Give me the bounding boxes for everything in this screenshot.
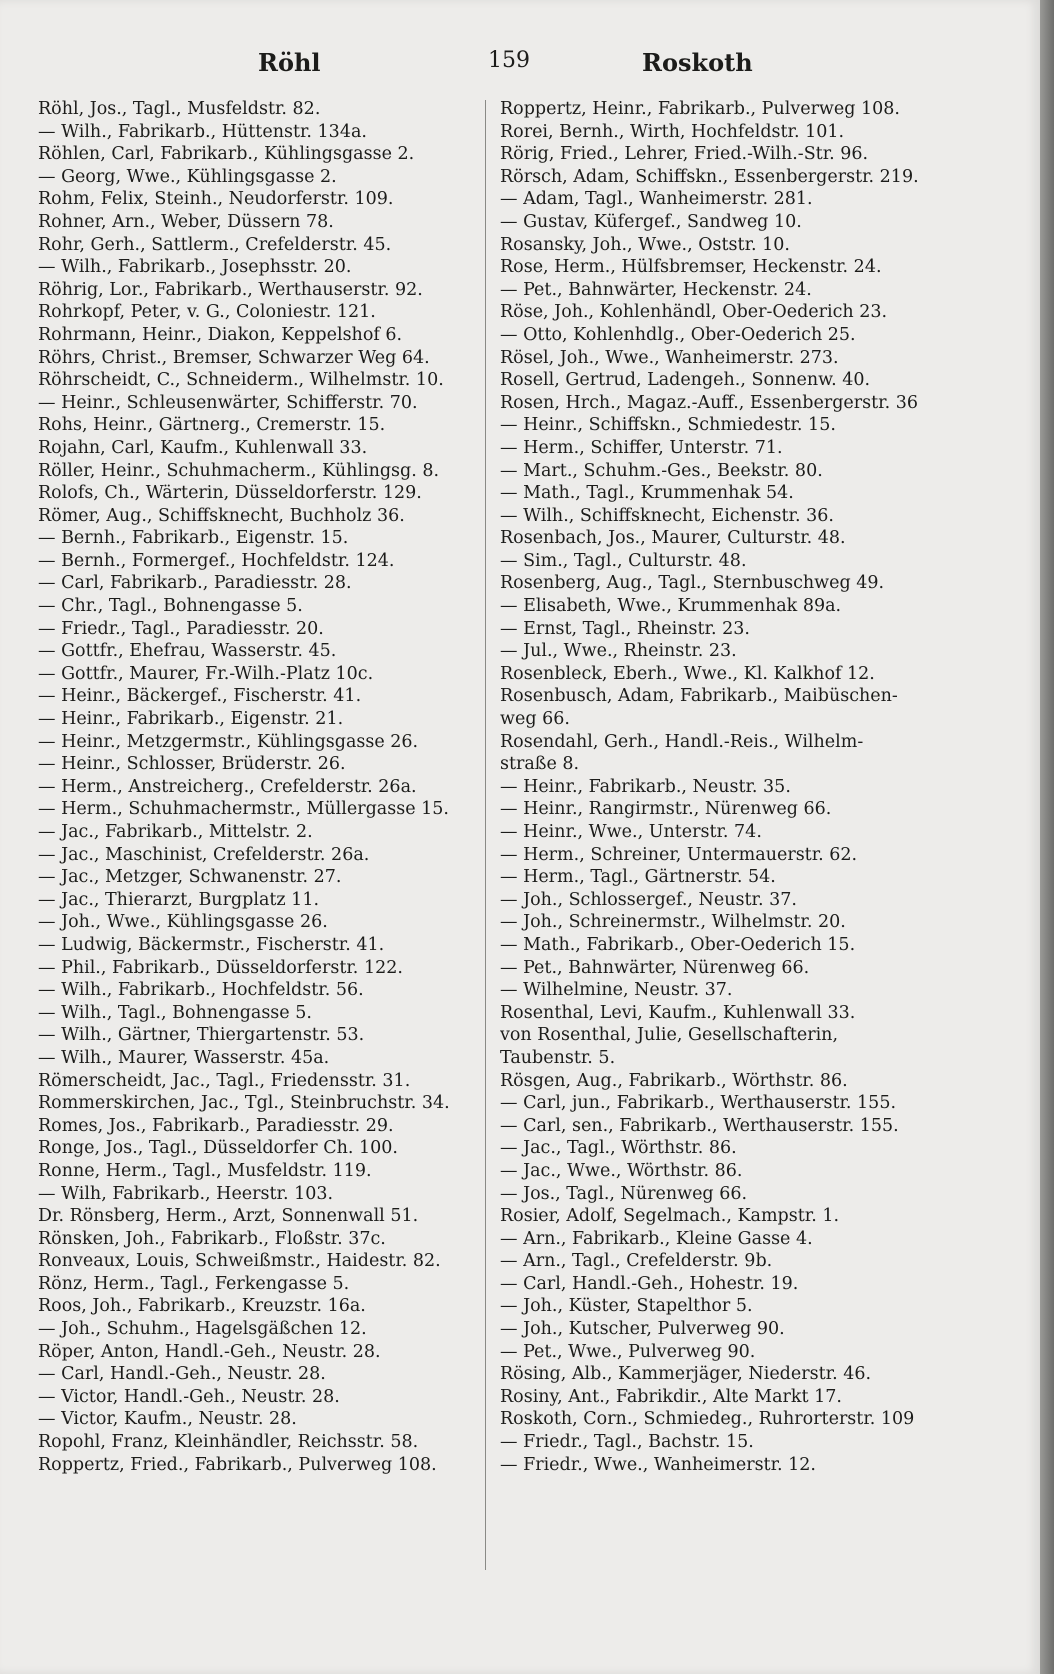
- directory-entry: Rommerskirchen, Jac., Tgl., Steinbruchstr. 34.: [38, 1093, 450, 1114]
- directory-entry: Rosansky, Joh., Wwe., Oststr. 10.: [500, 234, 790, 255]
- directory-entry: — Pet., Bahnwärter, Nürenweg 66.: [500, 957, 810, 978]
- directory-entry: Rosen, Hrch., Magaz.-Auff., Essenbergerstr. 36: [500, 392, 918, 413]
- directory-entry: Röhrs, Christ., Bremser, Schwarzer Weg 64.: [38, 347, 430, 368]
- page-number: 159: [488, 48, 530, 73]
- directory-entry: weg 66.: [500, 709, 570, 730]
- directory-entry: — Victor, Handl.-Geh., Neustr. 28.: [38, 1386, 340, 1407]
- directory-entry: — Jac., Thierarzt, Burgplatz 11.: [38, 889, 320, 910]
- directory-entry: — Friedr., Tagl., Bachstr. 15.: [500, 1432, 754, 1453]
- directory-entry: Rönz, Herm., Tagl., Ferkengasse 5.: [38, 1273, 350, 1294]
- directory-entry: straße 8.: [500, 754, 580, 775]
- directory-entry: Rolofs, Ch., Wärterin, Düsseldorferstr. 129.: [38, 483, 422, 504]
- directory-entry: — Georg, Wwe., Kühlingsgasse 2.: [38, 166, 337, 187]
- directory-entry: — Gustav, Küfergef., Sandweg 10.: [500, 211, 802, 232]
- directory-entry: — Wilh., Schiffsknecht, Eichenstr. 36.: [500, 505, 834, 526]
- directory-entry: — Heinr., Fabrikarb., Neustr. 35.: [500, 776, 791, 797]
- directory-entry: Roppertz, Heinr., Fabrikarb., Pulverweg 108.: [500, 99, 900, 119]
- directory-entry: Rojahn, Carl, Kaufm., Kuhlenwall 33.: [38, 437, 368, 458]
- directory-entry: — Arn., Fabrikarb., Kleine Gasse 4.: [500, 1228, 813, 1249]
- directory-entry: — Carl, Handl.-Geh., Neustr. 28.: [38, 1364, 326, 1385]
- directory-entry: Röhlen, Carl, Fabrikarb., Kühlingsgasse 2.: [38, 144, 415, 165]
- directory-entry: Rohr, Gerh., Sattlerm., Crefelderstr. 45.: [38, 234, 392, 255]
- directory-entry: — Jac., Maschinist, Crefelderstr. 26a.: [38, 844, 370, 865]
- directory-entry: — Heinr., Rangirmstr., Nürenweg 66.: [500, 799, 832, 820]
- directory-entry: — Wilh., Tagl., Bohnengasse 5.: [38, 1002, 312, 1023]
- directory-entry: Ronge, Jos., Tagl., Düsseldorfer Ch. 100.: [38, 1138, 398, 1159]
- directory-entry: Rose, Herm., Hülfsbremser, Heckenstr. 24.: [500, 257, 882, 278]
- directory-entry: Rohm, Felix, Steinh., Neudorferstr. 109.: [38, 189, 394, 210]
- directory-entry: — Heinr., Schleusenwärter, Schifferstr. 70.: [38, 392, 418, 413]
- directory-entry: — Ludwig, Bäckermstr., Fischerstr. 41.: [38, 934, 385, 955]
- directory-entry: — Herm., Tagl., Gärtnerstr. 54.: [500, 867, 776, 888]
- directory-entry: Rohs, Heinr., Gärtnerg., Cremerstr. 15.: [38, 415, 386, 436]
- directory-entry: Rörig, Fried., Lehrer, Fried.-Wilh.-Str. 96.: [500, 144, 869, 165]
- directory-entry: — Joh., Kutscher, Pulverweg 90.: [500, 1319, 785, 1340]
- directory-entry: — Math., Fabrikarb., Ober-Oederich 15.: [500, 934, 856, 955]
- directory-entry: Ronne, Herm., Tagl., Musfeldstr. 119.: [38, 1160, 372, 1181]
- directory-entry: — Elisabeth, Wwe., Krummenhak 89a.: [500, 596, 842, 617]
- directory-entry: — Chr., Tagl., Bohnengasse 5.: [38, 596, 303, 617]
- directory-entry: — Adam, Tagl., Wanheimerstr. 281.: [500, 189, 813, 210]
- directory-entry: Rosiny, Ant., Fabrikdir., Alte Markt 17.: [500, 1386, 842, 1407]
- directory-entry: — Phil., Fabrikarb., Düsseldorferstr. 122.: [38, 957, 403, 978]
- directory-entry: Rorei, Bernh., Wirth, Hochfeldstr. 101.: [500, 121, 845, 142]
- directory-entry: — Jul., Wwe., Rheinstr. 23.: [500, 641, 737, 662]
- directory-entry: — Wilhelmine, Neustr. 37.: [500, 980, 733, 1001]
- directory-entry: Taubenstr. 5.: [500, 1047, 616, 1068]
- directory-entry: — Joh., Wwe., Kühlingsgasse 26.: [38, 912, 328, 933]
- directory-entry: — Jac., Fabrikarb., Mittelstr. 2.: [38, 822, 313, 842]
- directory-entry: — Herm., Schuhmachermstr., Müllergasse 15.: [38, 799, 449, 820]
- directory-entry: Rohrmann, Heinr., Diakon, Keppelshof 6.: [38, 324, 403, 345]
- directory-entry: Rösel, Joh., Wwe., Wanheimerstr. 273.: [500, 347, 839, 368]
- directory-entry: — Carl, jun., Fabrikarb., Werthauserstr. 155.: [500, 1093, 897, 1114]
- book-spine-edge: [1040, 0, 1054, 1674]
- directory-entry: — Gottfr., Maurer, Fr.-Wilh.-Platz 10c.: [38, 663, 374, 684]
- directory-entry: — Friedr., Tagl., Paradiesstr. 20.: [38, 618, 324, 639]
- directory-entry: Rösing, Alb., Kammerjäger, Niederstr. 46.: [500, 1364, 872, 1385]
- directory-entry: — Bernh., Formergef., Hochfeldstr. 124.: [38, 550, 395, 571]
- directory-entry: Rörsch, Adam, Schiffskn., Essenbergerstr. 219.: [500, 166, 919, 187]
- directory-entry: — Jac., Metzger, Schwanenstr. 27.: [38, 867, 342, 888]
- directory-entry: Röhrscheidt, C., Schneiderm., Wilhelmstr. 10.: [38, 370, 444, 391]
- header-first-name: Röhl: [258, 48, 321, 77]
- directory-entry: Röhl, Jos., Tagl., Musfeldstr. 82.: [38, 99, 321, 119]
- directory-entry: Rosendahl, Gerh., Handl.-Reis., Wilhelm-: [500, 731, 864, 752]
- directory-entry: — Wilh., Maurer, Wasserstr. 45a.: [38, 1047, 330, 1068]
- directory-entry: von Rosenthal, Julie, Gesellschafterin,: [500, 1025, 839, 1046]
- directory-entry: — Carl, sen., Fabrikarb., Werthauserstr. 155.: [500, 1115, 899, 1136]
- directory-entry: — Wilh, Fabrikarb., Heerstr. 103.: [38, 1183, 334, 1204]
- directory-entry: — Joh., Küster, Stapelthor 5.: [500, 1296, 753, 1317]
- directory-entry: — Mart., Schuhm.-Ges., Beekstr. 80.: [500, 460, 823, 481]
- directory-entry: Rosenbach, Jos., Maurer, Culturstr. 48.: [500, 528, 846, 549]
- directory-entry: — Jos., Tagl., Nürenweg 66.: [500, 1183, 748, 1204]
- directory-entry: — Joh., Schlossergef., Neustr. 37.: [500, 889, 797, 910]
- directory-entry: Roppertz, Fried., Fabrikarb., Pulverweg 108.: [38, 1454, 437, 1475]
- directory-entry: — Victor, Kaufm., Neustr. 28.: [38, 1409, 297, 1430]
- directory-entry: — Pet., Wwe., Pulverweg 90.: [500, 1341, 756, 1362]
- directory-entry: — Wilh., Gärtner, Thiergartenstr. 53.: [38, 1025, 365, 1046]
- directory-entry: Rosenbleck, Eberh., Wwe., Kl. Kalkhof 12.: [500, 663, 875, 684]
- directory-entry: — Heinr., Schlosser, Brüderstr. 26.: [38, 754, 346, 775]
- directory-entry: Rosenbusch, Adam, Fabrikarb., Maibüschen-: [500, 686, 898, 707]
- directory-entry: — Gottfr., Ehefrau, Wasserstr. 45.: [38, 641, 337, 662]
- directory-entry: — Heinr., Fabrikarb., Eigenstr. 21.: [38, 709, 344, 730]
- directory-entry: Rosell, Gertrud, Ladengeh., Sonnenw. 40.: [500, 370, 871, 391]
- directory-entry: Rosenberg, Aug., Tagl., Sternbuschweg 49.: [500, 573, 885, 594]
- directory-entry: — Sim., Tagl., Culturstr. 48.: [500, 550, 747, 571]
- directory-entry: — Carl, Fabrikarb., Paradiesstr. 28.: [38, 573, 352, 594]
- directory-entry: — Wilh., Fabrikarb., Hüttenstr. 134a.: [38, 121, 367, 142]
- directory-entry: Roskoth, Corn., Schmiedeg., Ruhrorterstr. 109: [500, 1409, 915, 1430]
- directory-entry: — Herm., Anstreicherg., Crefelderstr. 26a.: [38, 776, 417, 797]
- directory-entry: — Wilh., Fabrikarb., Josephsstr. 20.: [38, 257, 352, 278]
- directory-entry: — Herm., Schreiner, Untermauerstr. 62.: [500, 844, 858, 865]
- directory-entry: Ronveaux, Louis, Schweißmstr., Haidestr. 82.: [38, 1251, 441, 1272]
- directory-entry: Roos, Joh., Fabrikarb., Kreuzstr. 16a.: [38, 1296, 366, 1317]
- directory-entry: — Pet., Bahnwärter, Heckenstr. 24.: [500, 279, 812, 300]
- directory-entry: — Jac., Tagl., Wörthstr. 86.: [500, 1138, 737, 1159]
- directory-entry: — Joh., Schreinermstr., Wilhelmstr. 20.: [500, 912, 846, 933]
- directory-entry: Dr. Rönsberg, Herm., Arzt, Sonnenwall 51.: [38, 1206, 419, 1227]
- directory-entry: — Heinr., Bäckergef., Fischerstr. 41.: [38, 686, 362, 707]
- directory-entry: — Heinr., Schiffskn., Schmiedestr. 15.: [500, 415, 836, 436]
- directory-entry: Rosier, Adolf, Segelmach., Kampstr. 1.: [500, 1206, 840, 1227]
- directory-entry: Röse, Joh., Kohlenhändl, Ober-Oederich 23.: [500, 302, 888, 323]
- header-last-name: Roskoth: [642, 48, 753, 77]
- directory-entry: — Herm., Schiffer, Unterstr. 71.: [500, 437, 783, 458]
- directory-entry: Rohner, Arn., Weber, Düssern 78.: [38, 211, 334, 232]
- directory-entry: — Otto, Kohlenhdlg., Ober-Oederich 25.: [500, 324, 856, 345]
- directory-entry: Ropohl, Franz, Kleinhändler, Reichsstr. 58.: [38, 1432, 419, 1453]
- directory-entry: — Friedr., Wwe., Wanheimerstr. 12.: [500, 1454, 816, 1475]
- directory-entry: Romes, Jos., Fabrikarb., Paradiesstr. 29.: [38, 1115, 394, 1136]
- directory-entry: — Arn., Tagl., Crefelderstr. 9b.: [500, 1251, 773, 1272]
- directory-entry: — Wilh., Fabrikarb., Hochfeldstr. 56.: [38, 980, 364, 1001]
- directory-entry: Römer, Aug., Schiffsknecht, Buchholz 36.: [38, 505, 405, 526]
- directory-entry: — Math., Tagl., Krummenhak 54.: [500, 483, 794, 504]
- directory-entry: Röhrig, Lor., Fabrikarb., Werthauserstr. 92.: [38, 279, 423, 300]
- directory-entry: Röller, Heinr., Schuhmacherm., Kühlingsg. 8.: [38, 460, 440, 481]
- directory-entry: — Heinr., Wwe., Unterstr. 74.: [500, 822, 762, 842]
- directory-entry: Rosenthal, Levi, Kaufm., Kuhlenwall 33.: [500, 1002, 856, 1023]
- right-column: [500, 98, 960, 1476]
- directory-entry: Rohrkopf, Peter, v. G., Coloniestr. 121.: [38, 302, 376, 323]
- directory-entry: — Jac., Wwe., Wörthstr. 86.: [500, 1160, 743, 1181]
- directory-entry: — Bernh., Fabrikarb., Eigenstr. 15.: [38, 528, 349, 549]
- directory-entry: Rösgen, Aug., Fabrikarb., Wörthstr. 86.: [500, 1070, 848, 1091]
- directory-entry: — Ernst, Tagl., Rheinstr. 23.: [500, 618, 750, 639]
- page-header: [36, 48, 1002, 84]
- directory-entry: — Carl, Handl.-Geh., Hohestr. 19.: [500, 1273, 799, 1294]
- directory-entry: Röper, Anton, Handl.-Geh., Neustr. 28.: [38, 1341, 381, 1362]
- directory-entry: — Joh., Schuhm., Hagelsgäßchen 12.: [38, 1319, 367, 1340]
- directory-entry: Römerscheidt, Jac., Tagl., Friedensstr. 31.: [38, 1070, 411, 1091]
- left-column: [38, 98, 498, 1476]
- directory-entry: — Heinr., Metzgermstr., Kühlingsgasse 26.: [38, 731, 419, 752]
- directory-entry: Rönsken, Joh., Fabrikarb., Floßstr. 37c.: [38, 1228, 386, 1249]
